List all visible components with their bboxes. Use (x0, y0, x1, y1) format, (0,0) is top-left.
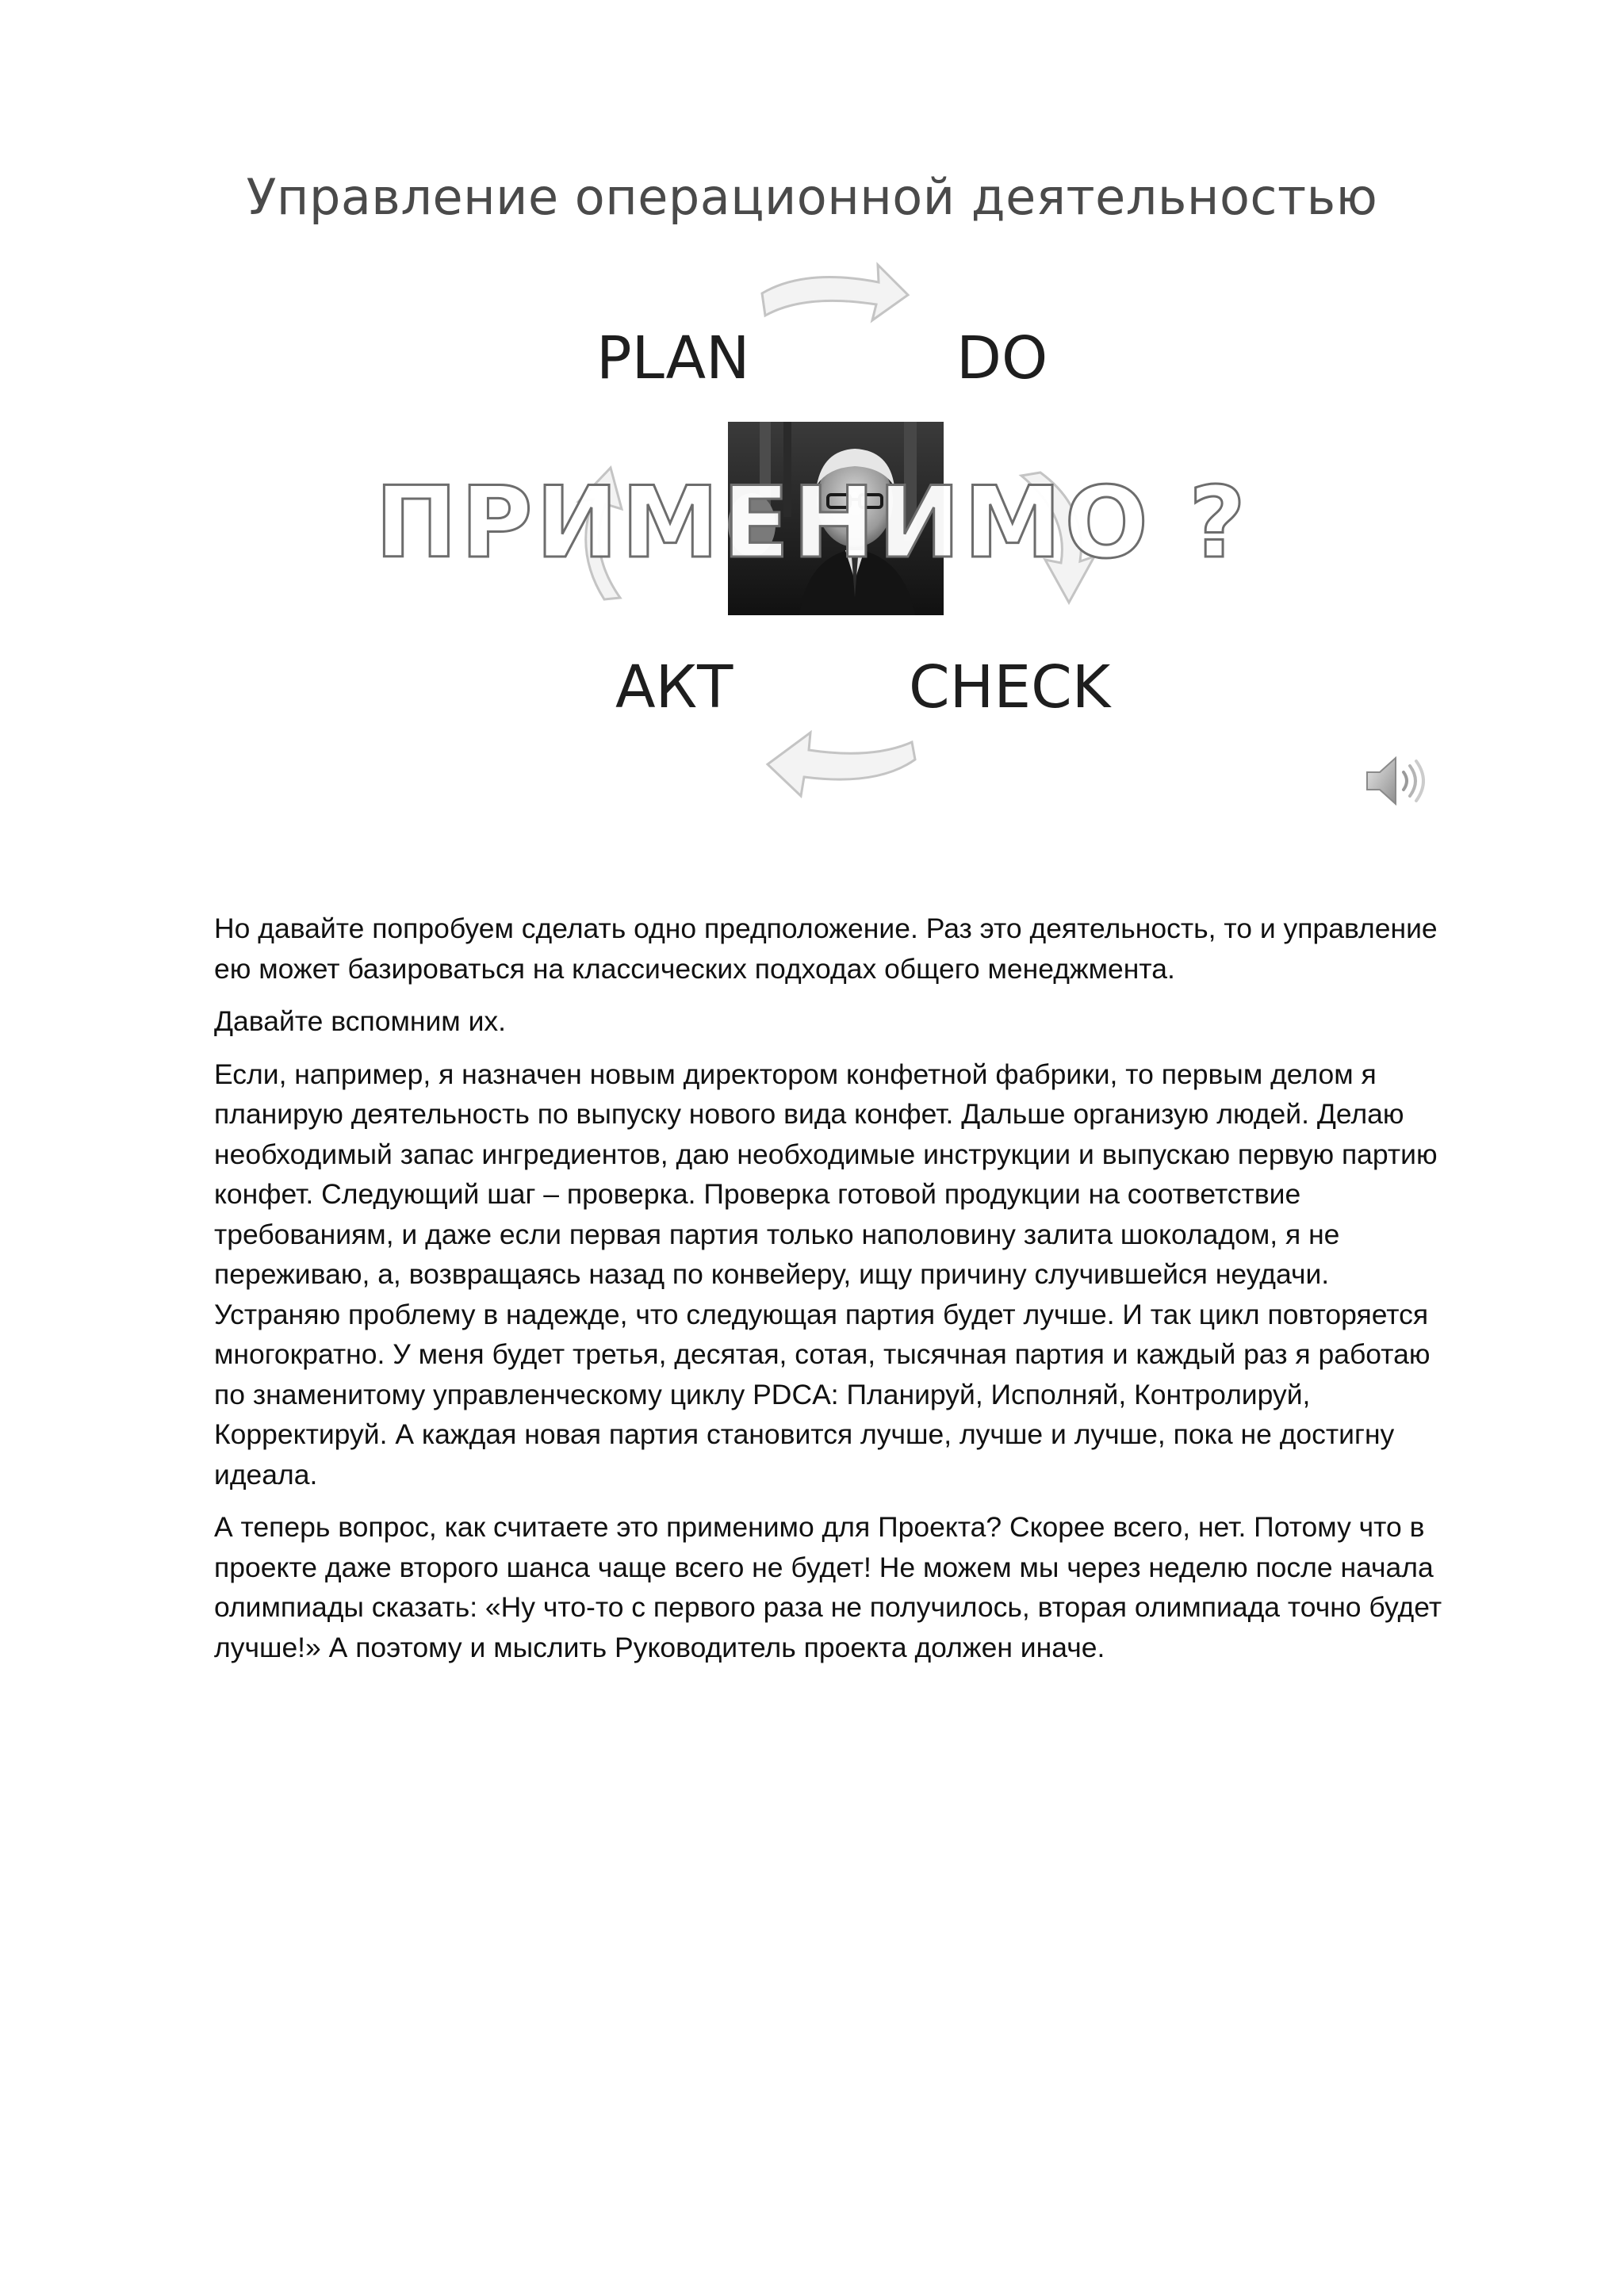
paragraph: Давайте вспомним их. (214, 1005, 507, 1037)
curved-arrow-icon (761, 710, 920, 806)
overlay-question-word: ПРИМЕНИМО ? (375, 466, 1249, 580)
cycle-do-label: DO (956, 324, 1048, 392)
cycle-plan-label: PLAN (596, 324, 750, 392)
speaker-icon[interactable] (1362, 752, 1432, 810)
paragraph: А теперь вопрос, как считаете это применимо для Проекта? Скорее всего, нет. Потому что в проекте даже второго шанса чаще всего не будет! Не можем мы через неделю после начала олимпиады сказать: «Ну что-то с первого раза не получилось, вторая олимпиада точно будет лучше!» А поэтому и мыслить Руководитель проекта должен иначе. (214, 1511, 1442, 1663)
paragraph: Но давайте попробуем сделать одно предположение. Раз это деятельность, то и управление ею может базироваться на классических подходах общего менеджмента. (214, 913, 1438, 985)
slide-title: Управление операционной деятельностью (246, 168, 1378, 226)
cycle-act-label: АКТ (615, 653, 733, 721)
cycle-check-label: CHECK (909, 653, 1111, 721)
curved-arrow-icon (757, 254, 916, 341)
paragraph: Если, например, я назначен новым директором конфетной фабрики, то первым делом я планирую деятельность по выпуску нового вида конфет. Дальше организую людей. Делаю необходимый запас ингредиентов, даю необходимые инструкции и выпускаю первую партию конфет. Следующий шаг – проверка. Проверка готовой продукции на соответствие требованиям, и даже если первая партия только наполовину залита шоколадом, я не переживаю, а, возвращаясь назад по конвейеру, ищу причину случившейся неудачи. Устраняю проблему в надежде, что следующая партия будет лучше. И так цикл повторяется многократно. У меня будет третья, десятая, сотая, тысячная партия и каждый раз я работаю по знаменитому управленческому циклу PDCA: Планируй, Исполняй, Контролируй, Корректируй. А каждая новая партия становится лучше, лучше и лучше, пока не достигну идеала. (214, 1058, 1438, 1490)
body-text (214, 909, 1451, 1680)
pdca-slide (0, 0, 1624, 856)
